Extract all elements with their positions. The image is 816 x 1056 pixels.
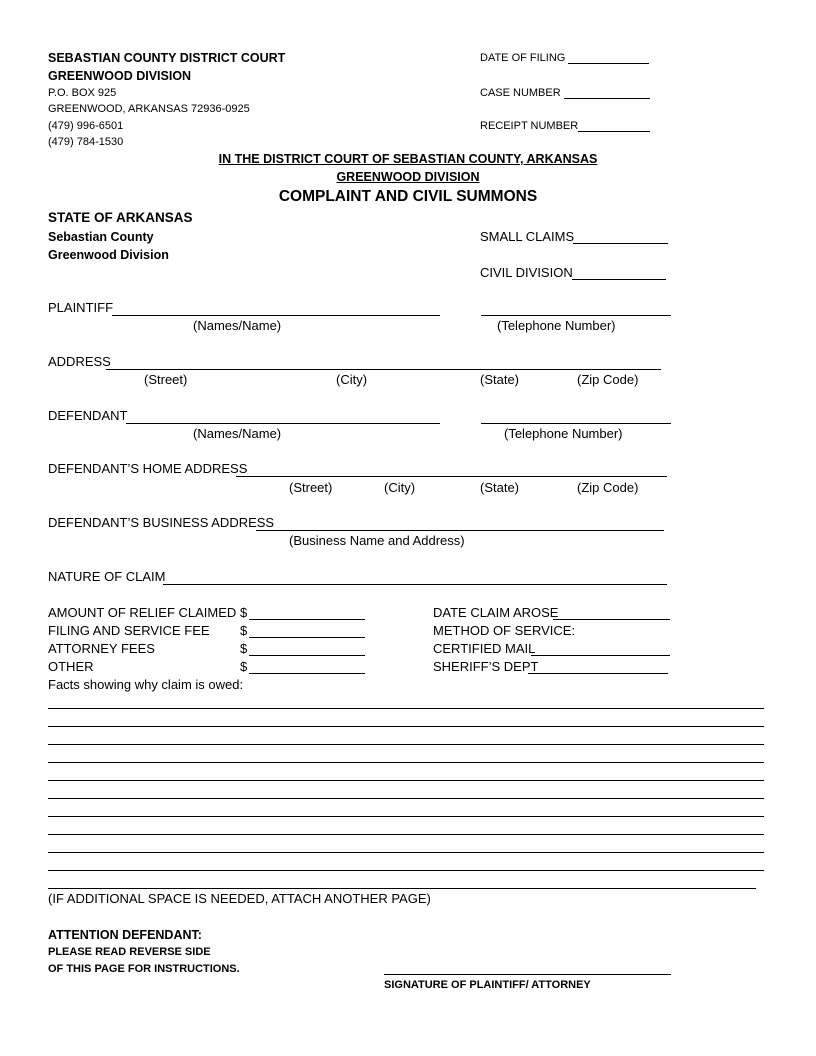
date-claim-arose-field[interactable] bbox=[553, 619, 670, 620]
certified-mail-field[interactable] bbox=[531, 655, 670, 656]
city-state-zip: GREENWOOD, ARKANSAS 72936-0925 bbox=[48, 103, 250, 115]
facts-line[interactable] bbox=[48, 726, 764, 727]
attorney-fees-field[interactable] bbox=[249, 655, 365, 656]
civil-division-field[interactable] bbox=[572, 279, 666, 280]
filing-fee-field[interactable] bbox=[249, 637, 365, 638]
filing-fee-dollar-sign: $ bbox=[240, 623, 248, 638]
po-box: P.O. BOX 925 bbox=[48, 87, 117, 99]
receipt-number-field[interactable] bbox=[578, 131, 650, 132]
additional-space-note: (IF ADDITIONAL SPACE IS NEEDED, ATTACH ANOTHER PAGE) bbox=[48, 891, 431, 906]
relief-dollar-sign: $ bbox=[240, 605, 248, 620]
defendant-names-caption: (Names/Name) bbox=[193, 426, 282, 441]
plaintiff-phone-caption: (Telephone Number) bbox=[497, 318, 616, 333]
address-street-caption: (Street) bbox=[144, 372, 188, 387]
defendant-home-label: DEFENDANT’S HOME ADDRESS bbox=[48, 461, 248, 476]
defendant-business-field[interactable] bbox=[256, 530, 664, 531]
method-of-service-label: METHOD OF SERVICE: bbox=[433, 623, 576, 638]
phone-1: (479) 996-6501 bbox=[48, 120, 124, 132]
date-claim-arose-label: DATE CLAIM AROSE bbox=[433, 605, 559, 620]
attorney-fees-dollar-sign: $ bbox=[240, 641, 248, 656]
case-number-field[interactable] bbox=[564, 98, 650, 99]
defendant-home-street-caption: (Street) bbox=[289, 480, 333, 495]
court-heading bbox=[0, 152, 816, 166]
facts-line[interactable] bbox=[48, 762, 764, 763]
certified-mail-label: CERTIFIED MAIL bbox=[433, 641, 536, 656]
address-city-caption: (City) bbox=[336, 372, 368, 387]
form-title: COMPLAINT AND CIVIL SUMMONS bbox=[278, 188, 538, 205]
plaintiff-names-caption: (Names/Name) bbox=[193, 318, 282, 333]
facts-line[interactable] bbox=[48, 834, 764, 835]
other-dollar-sign: $ bbox=[240, 659, 248, 674]
state-label: STATE OF ARKANSAS bbox=[48, 210, 193, 225]
small-claims-label: SMALL CLAIMS bbox=[480, 229, 575, 244]
facts-line[interactable] bbox=[48, 744, 764, 745]
receipt-number-label: RECEIPT NUMBER bbox=[480, 120, 579, 132]
county-label: Sebastian County bbox=[48, 230, 154, 244]
small-claims-field[interactable] bbox=[573, 243, 668, 244]
civil-division-label: CIVIL DIVISION bbox=[480, 265, 573, 280]
court-division: GREENWOOD DIVISION bbox=[48, 69, 192, 83]
signature-field[interactable] bbox=[384, 974, 671, 975]
facts-label: Facts showing why claim is owed: bbox=[48, 677, 244, 692]
relief-claimed-field[interactable] bbox=[249, 619, 365, 620]
facts-line[interactable] bbox=[48, 870, 764, 871]
defendant-home-field[interactable] bbox=[236, 476, 667, 477]
plaintiff-label: PLAINTIFF bbox=[48, 300, 114, 315]
defendant-home-zip-caption: (Zip Code) bbox=[577, 480, 639, 495]
defendant-phone-field[interactable] bbox=[481, 423, 671, 424]
facts-line[interactable] bbox=[48, 888, 756, 889]
defendant-home-state-caption: (State) bbox=[480, 480, 520, 495]
defendant-phone-caption: (Telephone Number) bbox=[504, 426, 623, 441]
plaintiff-phone-field[interactable] bbox=[481, 315, 671, 316]
facts-line[interactable] bbox=[48, 852, 764, 853]
defendant-name-field[interactable] bbox=[126, 423, 440, 424]
court-heading-text: IN THE DISTRICT COURT OF SEBASTIAN COUNTY, ARKANSAS bbox=[218, 152, 598, 166]
facts-line[interactable] bbox=[48, 816, 764, 817]
case-number-label: CASE NUMBER bbox=[480, 87, 561, 99]
sheriffs-dept-label: SHERIFF’S DEPT bbox=[433, 659, 539, 674]
sheriffs-dept-field[interactable] bbox=[528, 673, 668, 674]
nature-of-claim-label: NATURE OF CLAIM bbox=[48, 569, 166, 584]
division-heading bbox=[0, 170, 816, 184]
defendant-label: DEFENDANT bbox=[48, 408, 128, 423]
court-name: SEBASTIAN COUNTY DISTRICT COURT bbox=[48, 51, 286, 65]
other-field[interactable] bbox=[249, 673, 365, 674]
address-state-caption: (State) bbox=[480, 372, 520, 387]
nature-of-claim-field[interactable] bbox=[163, 584, 667, 585]
defendant-business-caption: (Business Name and Address) bbox=[289, 533, 465, 548]
address-field[interactable] bbox=[106, 369, 661, 370]
division-label: Greenwood Division bbox=[48, 248, 169, 262]
read-reverse-side: PLEASE READ REVERSE SIDE bbox=[48, 946, 211, 958]
signature-caption: SIGNATURE OF PLAINTIFF/ ATTORNEY bbox=[384, 979, 591, 991]
instructions-note: OF THIS PAGE FOR INSTRUCTIONS. bbox=[48, 963, 240, 975]
facts-line[interactable] bbox=[48, 708, 764, 709]
address-zip-caption: (Zip Code) bbox=[577, 372, 639, 387]
phone-2: (479) 784-1530 bbox=[48, 136, 124, 148]
relief-claimed-label: AMOUNT OF RELIEF CLAIMED bbox=[48, 605, 237, 620]
attention-defendant: ATTENTION DEFENDANT: bbox=[48, 928, 202, 942]
filing-fee-label: FILING AND SERVICE FEE bbox=[48, 623, 210, 638]
date-of-filing-field[interactable] bbox=[568, 63, 649, 64]
defendant-home-city-caption: (City) bbox=[384, 480, 416, 495]
attorney-fees-label: ATTORNEY FEES bbox=[48, 641, 155, 656]
defendant-business-label: DEFENDANT’S BUSINESS ADDRESS bbox=[48, 515, 275, 530]
other-label: OTHER bbox=[48, 659, 94, 674]
address-label: ADDRESS bbox=[48, 354, 111, 369]
facts-line[interactable] bbox=[48, 780, 764, 781]
facts-line[interactable] bbox=[48, 798, 764, 799]
division-heading-text: GREENWOOD DIVISION bbox=[336, 170, 480, 184]
date-of-filing-label: DATE OF FILING bbox=[480, 52, 566, 64]
plaintiff-name-field[interactable] bbox=[112, 315, 440, 316]
